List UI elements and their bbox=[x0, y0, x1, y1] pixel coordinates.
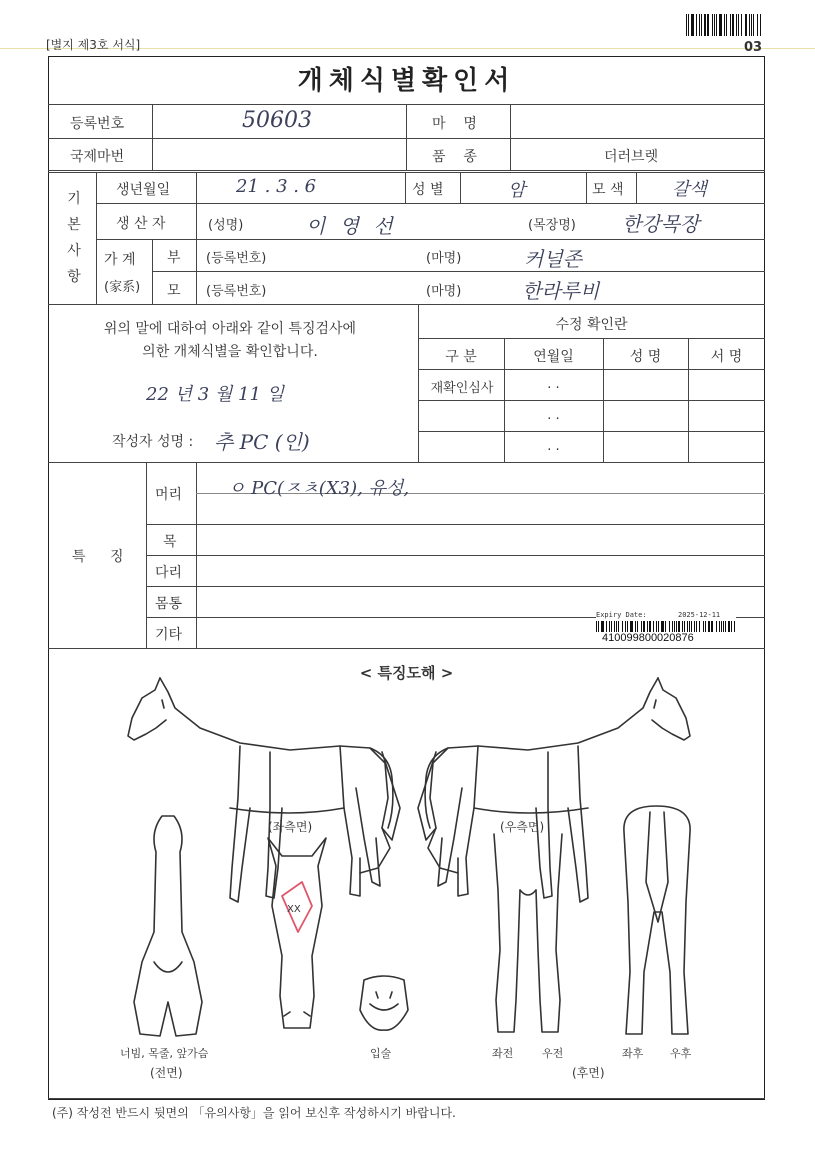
head-label: 머리 bbox=[155, 487, 183, 503]
divider bbox=[586, 172, 587, 203]
breeder-label: 생 산 자 bbox=[116, 216, 166, 232]
lineage-label: 가 계 bbox=[104, 252, 136, 268]
divider bbox=[48, 462, 765, 463]
divider bbox=[510, 104, 511, 170]
hind-right-label: 우후 bbox=[670, 1047, 692, 1060]
other-label: 기타 bbox=[155, 627, 183, 643]
divider bbox=[636, 172, 637, 203]
col-date-header: 연월일 bbox=[533, 349, 574, 365]
color-value[interactable]: 갈색 bbox=[672, 179, 707, 200]
revision-title: 수정 확인란 bbox=[555, 317, 628, 333]
divider bbox=[152, 104, 153, 170]
dob-value[interactable]: 21 . 3 . 6 bbox=[236, 176, 317, 197]
barcode-number: 410099800020876 bbox=[602, 632, 694, 644]
sire-regno-label: (등록번호) bbox=[206, 251, 267, 266]
page-title: 개체식별확인서 bbox=[297, 66, 516, 96]
divider bbox=[196, 172, 197, 239]
reg-no-label: 등록번호 bbox=[70, 116, 125, 132]
front-caption: 너빔, 목줄, 앞가슴 bbox=[120, 1047, 209, 1060]
rear-label: (후면) bbox=[572, 1066, 605, 1080]
sire-name-value[interactable]: 커널존 bbox=[524, 247, 582, 271]
divider bbox=[418, 431, 765, 432]
breeder-name-value[interactable]: 이 영 선 bbox=[306, 214, 397, 238]
divider bbox=[146, 555, 765, 556]
divider bbox=[405, 172, 406, 203]
row1-type: 재확인심사 bbox=[430, 381, 494, 396]
intl-no-label: 국제마번 bbox=[70, 149, 125, 165]
expiry-value: 2025-12-11 bbox=[678, 611, 721, 619]
row1-date[interactable]: . . bbox=[547, 377, 560, 392]
leg-label: 다리 bbox=[155, 565, 183, 581]
footer-note: (주) 작성전 반드시 뒷면의 「유의사항」을 읽어 보신후 작성하시기 바랍니다. bbox=[52, 1106, 456, 1120]
scan-barcode bbox=[686, 14, 762, 36]
breed-value[interactable]: 더러브렛 bbox=[604, 149, 659, 165]
barcode-sticker bbox=[596, 611, 736, 645]
color-label: 모 색 bbox=[592, 182, 624, 198]
dam-regno-label: (등록번호) bbox=[206, 284, 267, 299]
basic-section-char: 본 bbox=[67, 217, 81, 233]
muzzle-caption: 입술 bbox=[370, 1047, 392, 1060]
col-name-header: 성 명 bbox=[629, 349, 662, 365]
features-section-label: 특 징 bbox=[72, 549, 134, 565]
writer-label: 작성자 성명 : bbox=[112, 434, 194, 450]
breed-label: 품 종 bbox=[432, 149, 477, 165]
sire-label: 부 bbox=[167, 250, 181, 266]
dam-name-label: (마명) bbox=[426, 284, 462, 299]
horse-muzzle-drawing bbox=[356, 976, 412, 1036]
basic-section-char: 항 bbox=[67, 269, 81, 285]
basic-section-label bbox=[60, 186, 88, 290]
farm-label: (목장명) bbox=[528, 218, 576, 233]
divider bbox=[460, 172, 461, 203]
face-marking: XX bbox=[287, 904, 301, 915]
sex-label: 성 별 bbox=[412, 182, 444, 198]
front-label: (전면) bbox=[150, 1066, 183, 1080]
divider bbox=[146, 586, 765, 587]
horse-front-legs-drawing bbox=[488, 830, 568, 1040]
divider bbox=[196, 239, 197, 304]
divider bbox=[152, 239, 153, 304]
divider bbox=[418, 369, 765, 370]
diagram-title: < 특징도해 > bbox=[359, 664, 454, 682]
sire-name-label: (마명) bbox=[426, 251, 462, 266]
left-side-label: (좌측면) bbox=[268, 820, 313, 834]
divider bbox=[48, 170, 765, 171]
confirm-date[interactable]: 22 년 3 월 11 일 bbox=[146, 384, 285, 405]
right-side-label: (우측면) bbox=[500, 820, 545, 834]
divider bbox=[418, 338, 765, 339]
horse-face-drawing bbox=[262, 836, 332, 1036]
form-label: [별지 제3호 서식] bbox=[46, 38, 141, 52]
writer-value[interactable]: 추 PC (인) bbox=[214, 430, 310, 454]
divider bbox=[418, 400, 765, 401]
divider bbox=[48, 172, 765, 173]
basic-section-char: 기 bbox=[67, 191, 81, 207]
fore-right-label: 우전 bbox=[542, 1047, 564, 1060]
breeder-name-label: (성명) bbox=[208, 218, 244, 233]
horse-name-label: 마 명 bbox=[432, 116, 477, 132]
farm-value[interactable]: 한강목장 bbox=[622, 212, 700, 236]
sticker-barcode bbox=[596, 621, 736, 632]
divider bbox=[146, 524, 765, 525]
basic-section-char: 사 bbox=[67, 243, 81, 259]
expiry-label: Expiry Date: bbox=[596, 611, 647, 619]
row2-date[interactable]: . . bbox=[547, 408, 560, 423]
statement-line-2: 의한 개체식별을 확인합니다. bbox=[142, 344, 318, 360]
divider bbox=[152, 271, 765, 272]
col-type-header: 구 분 bbox=[445, 349, 477, 365]
dam-label: 모 bbox=[167, 283, 181, 299]
reg-no-value[interactable]: 50603 bbox=[242, 108, 312, 133]
divider bbox=[48, 304, 765, 305]
divider bbox=[48, 1098, 765, 1099]
divider bbox=[96, 172, 97, 304]
dam-name-value[interactable]: 한라루비 bbox=[522, 279, 600, 303]
dob-label: 생년월일 bbox=[116, 182, 171, 198]
fore-left-label: 좌전 bbox=[492, 1047, 514, 1060]
divider bbox=[406, 104, 407, 170]
neck-label: 목 bbox=[163, 534, 177, 550]
hind-left-label: 좌후 bbox=[622, 1047, 644, 1060]
divider bbox=[48, 648, 765, 649]
lineage-hanja: (家系) bbox=[104, 280, 141, 295]
head-value[interactable]: ㅇ PC(ㅈㅊ(X3), 유성, bbox=[228, 478, 410, 499]
row3-date[interactable]: . . bbox=[547, 439, 560, 454]
page-number: 03 bbox=[744, 40, 763, 55]
horse-front-drawing bbox=[128, 812, 208, 1042]
horse-rear-drawing bbox=[614, 802, 700, 1042]
body-label: 몸통 bbox=[155, 596, 183, 612]
sex-value[interactable]: 암 bbox=[508, 180, 526, 201]
statement-line-1: 위의 말에 대하여 아래와 같이 특징검사에 bbox=[103, 321, 357, 337]
col-sign-header: 서 명 bbox=[710, 349, 743, 365]
